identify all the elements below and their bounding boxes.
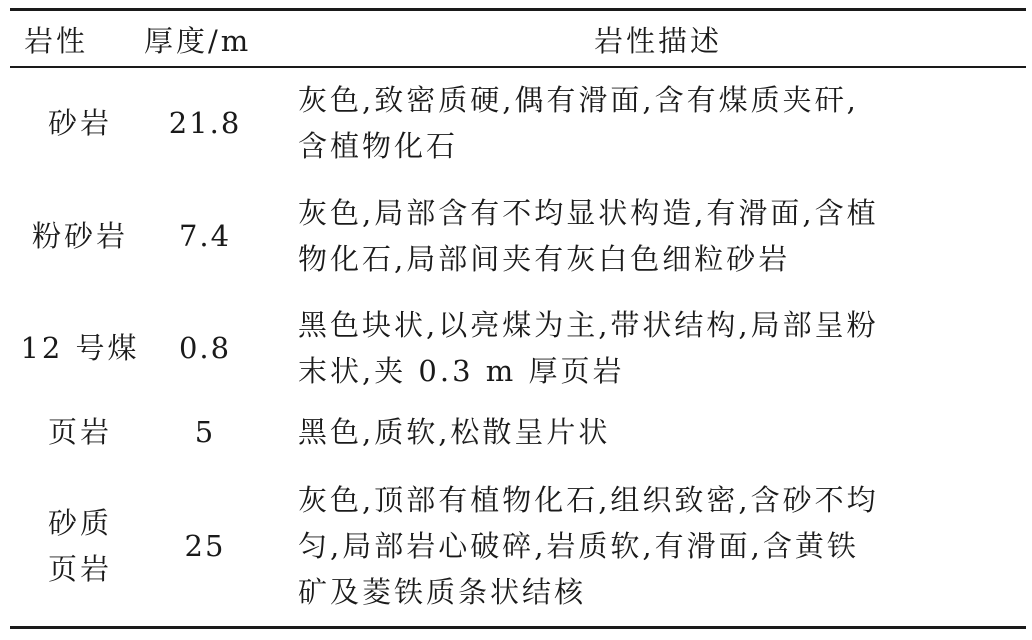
row-4-description: 黑色,质软,松散呈片状 <box>298 415 611 449</box>
row-3-thickness: 0.8 <box>178 331 232 365</box>
table-top-rule <box>10 8 1026 11</box>
row-2-description: 灰色,局部含有不均显状构造,有滑面,含植 物化石,局部间夹有灰白色细粒砂岩 <box>298 196 879 276</box>
row-3-lithology: 12 号煤 <box>20 331 140 365</box>
row-2-lithology: 粉砂岩 <box>31 219 128 253</box>
row-4-thickness: 5 <box>194 415 216 449</box>
row-5-thickness: 25 <box>184 529 226 563</box>
table-bottom-rule <box>10 626 1026 629</box>
row-4-lithology: 页岩 <box>47 415 112 449</box>
row-5-lithology: 砂质 页岩 <box>47 506 112 586</box>
row-2-thickness: 7.4 <box>178 219 232 253</box>
header-divider-rule <box>10 66 1026 68</box>
row-1-description: 灰色,致密质硬,偶有滑面,含有煤质夹矸, 含植物化石 <box>298 83 859 163</box>
row-3-description: 黑色块状,以亮煤为主,带状结构,局部呈粉 末状,夹 0.3 m 厚页岩 <box>298 308 879 388</box>
row-5-description: 灰色,顶部有植物化石,组织致密,含砂不均 匀,局部岩心破碎,岩质软,有滑面,含黄铁 矿及菱铁质条状结核 <box>298 483 879 609</box>
row-1-lithology: 砂岩 <box>47 106 112 140</box>
header-lithology: 岩性 <box>24 23 89 58</box>
row-1-thickness: 21.8 <box>168 106 242 140</box>
header-thickness: 厚度/m <box>144 23 252 58</box>
header-description: 岩性描述 <box>593 23 722 58</box>
